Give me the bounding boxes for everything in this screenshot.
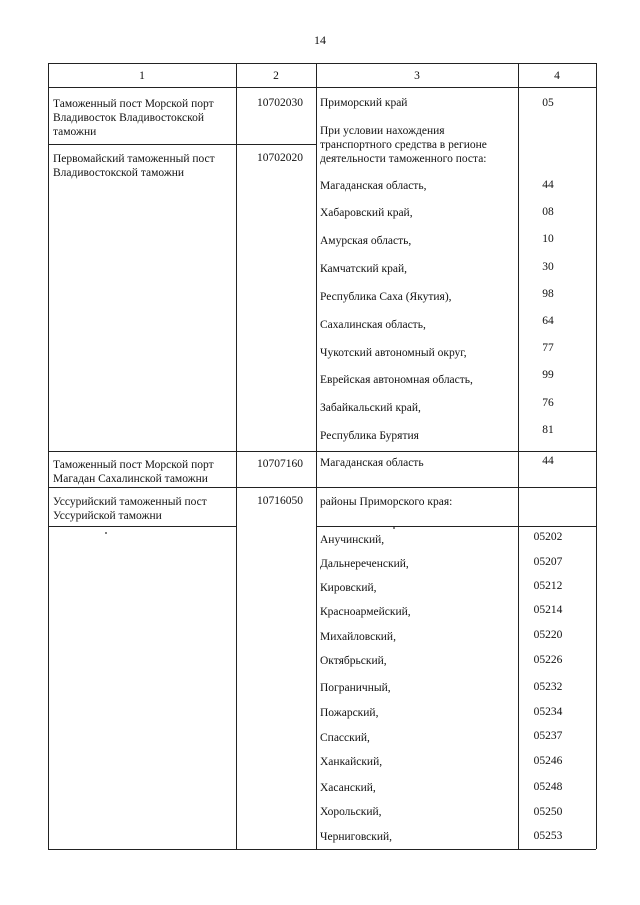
region-name: Приморский край <box>320 97 408 109</box>
district-code: 05234 <box>533 706 563 718</box>
district-name: Хорольский, <box>320 806 382 818</box>
region-code: 76 <box>542 397 554 409</box>
region-code: 08 <box>542 206 554 218</box>
district-name: Пожарский, <box>320 707 379 719</box>
region-code: 44 <box>542 455 554 467</box>
district-name: Октябрьский, <box>320 655 387 667</box>
region-name: Еврейская автономная область, <box>320 374 473 386</box>
condition-note: При условии нахождения транспортного средства в регионе деятельности таможенного поста: <box>320 125 487 165</box>
region-name: Забайкальский край, <box>320 402 421 414</box>
header-col-1: 1 <box>139 70 145 82</box>
region-code: 10 <box>542 233 554 245</box>
header-col-4: 4 <box>554 70 560 82</box>
region-name: Республика Саха (Якутия), <box>320 291 452 303</box>
region-name: Камчатский край, <box>320 263 408 275</box>
region-name: Хабаровский край, <box>320 207 413 219</box>
region-name: Сахалинская область, <box>320 319 426 331</box>
district-code: 05202 <box>533 531 563 543</box>
region-name: Амурская область, <box>320 235 412 247</box>
region-code: 77 <box>542 342 554 354</box>
district-code: 05212 <box>533 580 563 592</box>
region-code: 64 <box>542 315 554 327</box>
post-code: 10702020 <box>257 152 303 164</box>
region-code: 99 <box>542 369 554 381</box>
district-name: Анучинский, <box>320 534 385 546</box>
district-code: 05248 <box>533 781 563 793</box>
district-name: Ханкайский, <box>320 756 383 768</box>
districts-heading: районы Приморского края: <box>320 496 453 508</box>
header-col-2: 2 <box>273 70 279 82</box>
region-name: Магаданская область <box>320 457 424 469</box>
district-code: 05207 <box>533 556 563 568</box>
post-name: Таможенный пост Морской порт Владивосток Владивостокской таможни <box>53 98 214 138</box>
district-code: 05250 <box>533 806 563 818</box>
post-code: 10707160 <box>257 458 303 470</box>
district-code: 05214 <box>533 604 563 616</box>
region-code: 30 <box>542 261 554 273</box>
region-name: Магаданская область, <box>320 180 427 192</box>
region-name: Республика Бурятия <box>320 430 419 442</box>
region-code: 44 <box>542 179 554 191</box>
page-number: 14 <box>314 33 326 47</box>
post-name: Уссурийский таможенный пост Уссурийской таможни <box>53 496 207 522</box>
post-name: Таможенный пост Морской порт Магадан Сахалинской таможни <box>53 459 214 485</box>
district-name: Черниговский, <box>320 831 393 843</box>
region-code: 05 <box>542 97 554 109</box>
district-code: 05232 <box>533 681 563 693</box>
district-name: Пограничный, <box>320 682 391 694</box>
district-name: Дальнереченский, <box>320 558 409 570</box>
district-name: Михайловский, <box>320 631 396 643</box>
scan-speck <box>105 532 107 534</box>
district-code: 05237 <box>533 730 563 742</box>
header-col-3: 3 <box>414 70 420 82</box>
post-name: Первомайский таможенный пост Владивостокской таможни <box>53 153 215 179</box>
region-name: Чукотский автономный округ, <box>320 347 467 359</box>
district-code: 05253 <box>533 830 563 842</box>
district-code: 05246 <box>533 755 563 767</box>
district-name: Хасанский, <box>320 782 376 794</box>
district-name: Красноармейский, <box>320 606 411 618</box>
district-code: 05226 <box>533 654 563 666</box>
scan-speck <box>393 527 395 529</box>
region-code: 81 <box>542 424 554 436</box>
post-code: 10702030 <box>257 97 303 109</box>
district-name: Спасский, <box>320 732 370 744</box>
post-code: 10716050 <box>257 495 303 507</box>
district-code: 05220 <box>533 629 563 641</box>
region-code: 98 <box>542 288 554 300</box>
district-name: Кировский, <box>320 582 377 594</box>
